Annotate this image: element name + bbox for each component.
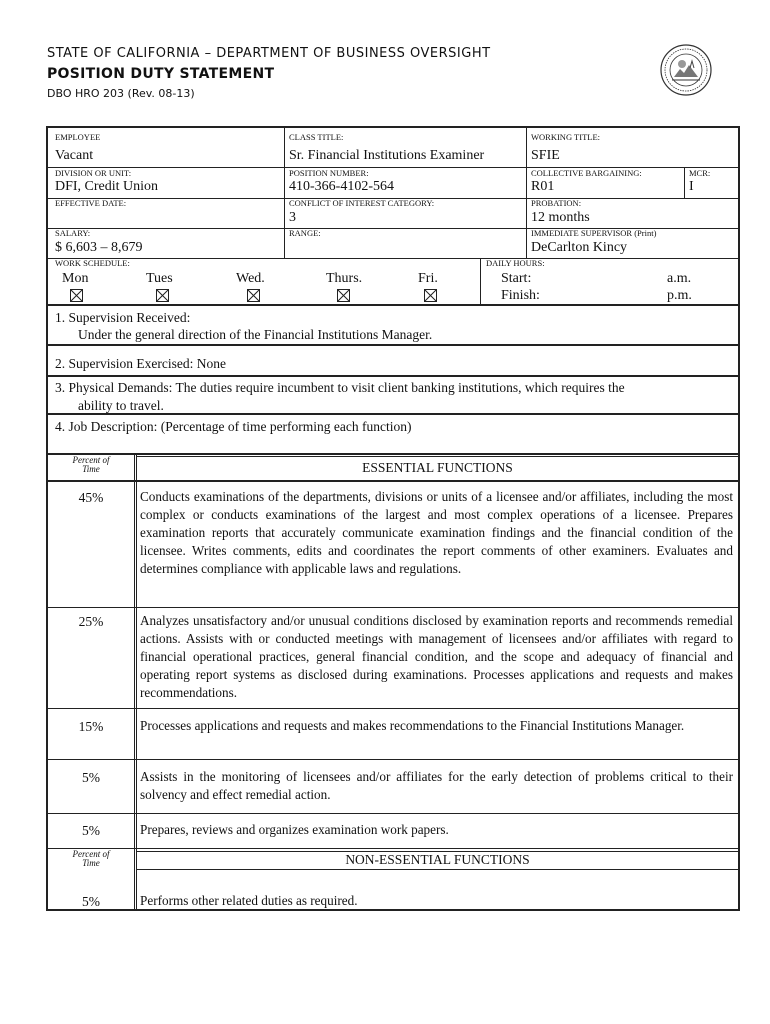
employee-label: EMPLOYEE: [55, 132, 101, 142]
function-percent: 15%: [78, 719, 104, 734]
probation-label: PROBATION:: [531, 198, 582, 208]
conflict-value: 3: [289, 210, 296, 225]
supervision-exercised: 2. Supervision Exercised: None: [55, 356, 226, 371]
supervisor-value: DeCarlton Kincy: [531, 240, 628, 255]
finish-label: Finish:: [501, 288, 540, 303]
supervision-received-title: 1. Supervision Received:: [55, 310, 191, 325]
state-seal-icon: [660, 44, 712, 96]
function-percent: 25%: [78, 614, 104, 629]
document-title: POSITION DUTY STATEMENT: [47, 66, 275, 82]
percent-header-line1: Percent of: [72, 849, 110, 859]
mcr-label: MCR:: [689, 168, 711, 178]
wed-checkbox[interactable]: [247, 289, 260, 302]
salary-label: SALARY:: [55, 228, 91, 238]
supervision-received-text: Under the general direction of the Financial Institutions Manager.: [78, 327, 433, 342]
am-label: a.m.: [667, 271, 692, 286]
fri-checkbox[interactable]: [424, 289, 437, 302]
job-description-title: 4. Job Description: (Percentage of time performing each function): [55, 419, 412, 434]
collective-bargaining-label: COLLECTIVE BARGAINING:: [531, 168, 642, 178]
salary-value: $ 6,603 – 8,679: [55, 240, 143, 255]
pm-label: p.m.: [667, 288, 692, 303]
working-title-label: WORKING TITLE:: [531, 132, 601, 142]
position-number-value: 410-366-4102-564: [289, 179, 394, 194]
mcr-value: I: [689, 179, 694, 194]
division-label: DIVISION OR UNIT:: [55, 168, 132, 178]
function-description: Analyzes unsatisfactory and/or unusual conditions disclosed by examination reports and recommends remedial actions. Assists with or conducted meetings with management of licensees and/or affiliates with regard to financial operational practices, general financial condition, and the scope and adequacy of financial and operating report systems as disclosed during examinations. Processes applications and requests and makes recommendations.: [140, 613, 733, 700]
function-percent: 45%: [78, 490, 104, 505]
class-title-label: CLASS TITLE:: [289, 132, 344, 142]
function-percent: 5%: [82, 823, 100, 838]
function-percent: 5%: [82, 894, 100, 909]
percent-header-line2: Time: [82, 464, 100, 474]
agency-heading: STATE OF CALIFORNIA – DEPARTMENT OF BUSINESS OVERSIGHT: [47, 46, 491, 61]
physical-demands-line1: 3. Physical Demands: The duties require incumbent to visit client banking institutions, which requires the: [55, 380, 625, 395]
duty-statement-form: [46, 126, 740, 911]
class-title-value: Sr. Financial Institutions Examiner: [289, 148, 485, 163]
thurs-checkbox[interactable]: [337, 289, 350, 302]
employee-value: Vacant: [55, 148, 94, 163]
day-thurs-label: Thurs.: [326, 271, 363, 286]
range-label: RANGE:: [289, 228, 321, 238]
percent-header-line1: Percent of: [72, 455, 110, 465]
physical-demands-line2: ability to travel.: [78, 398, 164, 413]
collective-bargaining-value: R01: [531, 179, 555, 194]
function-description: Performs other related duties as required.: [140, 893, 358, 908]
position-number-label: POSITION NUMBER:: [289, 168, 369, 178]
division-value: DFI, Credit Union: [55, 179, 159, 194]
day-wed-label: Wed.: [236, 271, 265, 286]
conflict-label: CONFLICT OF INTEREST CATEGORY:: [289, 198, 435, 208]
effective-date-label: EFFECTIVE DATE:: [55, 198, 127, 208]
essential-functions-header: ESSENTIAL FUNCTIONS: [362, 460, 513, 475]
non-essential-functions-header: NON-ESSENTIAL FUNCTIONS: [345, 852, 530, 867]
function-description: Conducts examinations of the departments, divisions or units of a licensee and/or affiliates, including the most complex or conducts examinations of the largest and most complex operations of a licensee. Prepares examination reports that accurately communicate examination findings and the financial condition of the licensee. Writes comments, edits and coordinates the report comments of other examiners. Evaluates and determines compliance with applicable laws and regulations.: [140, 489, 733, 576]
function-percent: 5%: [82, 770, 100, 785]
function-description: Prepares, reviews and organizes examination work papers.: [140, 822, 449, 837]
percent-header-line2: Time: [82, 858, 100, 868]
supervisor-label: IMMEDIATE SUPERVISOR (Print): [531, 228, 657, 238]
work-schedule-label: WORK SCHEDULE:: [55, 258, 130, 268]
day-mon-label: Mon: [62, 271, 89, 286]
day-tues-label: Tues: [146, 271, 173, 286]
function-description: Processes applications and requests and makes recommendations to the Financial Institutions Manager.: [140, 718, 685, 733]
daily-hours-label: DAILY HOURS:: [486, 258, 545, 268]
working-title-value: SFIE: [531, 148, 560, 163]
probation-value: 12 months: [531, 210, 590, 225]
form-id: DBO HRO 203 (Rev. 08-13): [47, 87, 195, 100]
start-label: Start:: [501, 271, 532, 286]
tues-checkbox[interactable]: [156, 289, 169, 302]
function-description: Assists in the monitoring of licensees and/or affiliates for the early detection of problems critical to their solvency and effect remedial action.: [140, 769, 733, 802]
mon-checkbox[interactable]: [70, 289, 83, 302]
day-fri-label: Fri.: [418, 271, 438, 286]
